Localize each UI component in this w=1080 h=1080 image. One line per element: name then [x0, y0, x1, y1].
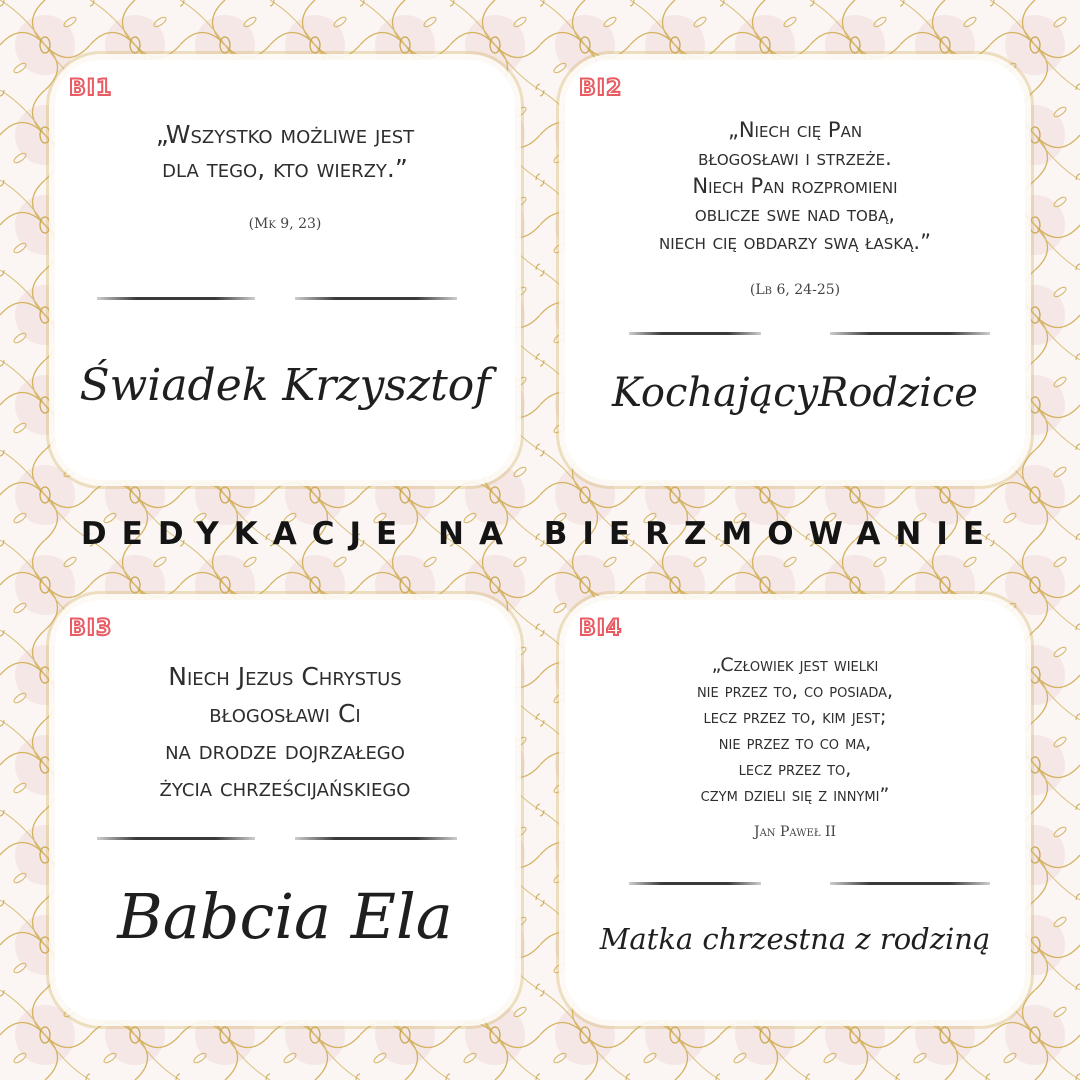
author-attribution: Jan Paweł II	[753, 824, 837, 840]
signature-text: Matka chrzestna z rodziną	[599, 922, 991, 956]
quote-line: nie przez to co ma,	[718, 732, 872, 754]
dedication-card-bi4[interactable]	[565, 600, 1025, 1020]
card-code: BI3	[69, 616, 113, 641]
signature-rule-right	[295, 837, 457, 840]
quote-text	[75, 118, 495, 186]
quote-line: „Człowiek jest wielki	[711, 654, 879, 676]
quote-line: dla tego, kto wierzy.”	[162, 154, 408, 183]
quote-text	[585, 652, 1005, 808]
bible-reference: (Lb 6, 24-25)	[749, 282, 841, 298]
quote-line: niech cię obdarzy swą łaską.”	[659, 230, 931, 254]
quote-line: czym dzieli się z innymi”	[700, 784, 890, 806]
signature-text: Babcia Ela	[117, 880, 453, 953]
signature-rule-right	[295, 297, 457, 300]
quote-line: oblicze swe nad tobą,	[694, 202, 896, 226]
quote-line: błogosławi Ci	[209, 699, 361, 728]
dedication-card-bi3[interactable]	[55, 600, 515, 1020]
signature-rule-right	[830, 332, 990, 335]
quote-line: „Niech cię Pan	[727, 118, 863, 142]
page-title: DEDYKACJE NA BIERZMOWANIE	[80, 516, 1000, 552]
quote-line: Niech Pan rozpromieni	[692, 174, 898, 198]
signature-text: Świadek Krzysztof	[79, 360, 491, 411]
signature-rule-left	[629, 882, 761, 885]
quote-line: błogosławi i strzeże.	[698, 146, 892, 170]
quote-line: Niech Jezus Chrystus	[168, 662, 402, 691]
quote-line: życia chrześcijańskiego	[159, 773, 411, 802]
card-code: BI4	[579, 616, 623, 641]
card-code: BI1	[69, 76, 113, 101]
quote-line: lecz przez to,	[738, 758, 852, 780]
dedication-card-bi2[interactable]	[565, 60, 1025, 480]
quote-line: na drodze dojrzałego	[165, 736, 405, 765]
signature-rule-right	[830, 882, 990, 885]
signature-rule-left	[97, 837, 255, 840]
bible-reference: (Mk 9, 23)	[248, 216, 322, 232]
quote-line: nie przez to, co posiada,	[696, 680, 894, 702]
card-code: BI2	[579, 76, 623, 101]
quote-line: „Wszystko możliwe jest	[155, 120, 415, 149]
signature-rule-left	[629, 332, 761, 335]
quote-text	[585, 116, 1005, 256]
signature-text: KochającyRodzice	[612, 370, 978, 416]
quote-text	[75, 658, 495, 806]
dedication-card-bi1[interactable]	[55, 60, 515, 480]
signature-rule-left	[97, 297, 255, 300]
quote-line: lecz przez to, kim jest;	[703, 706, 887, 728]
